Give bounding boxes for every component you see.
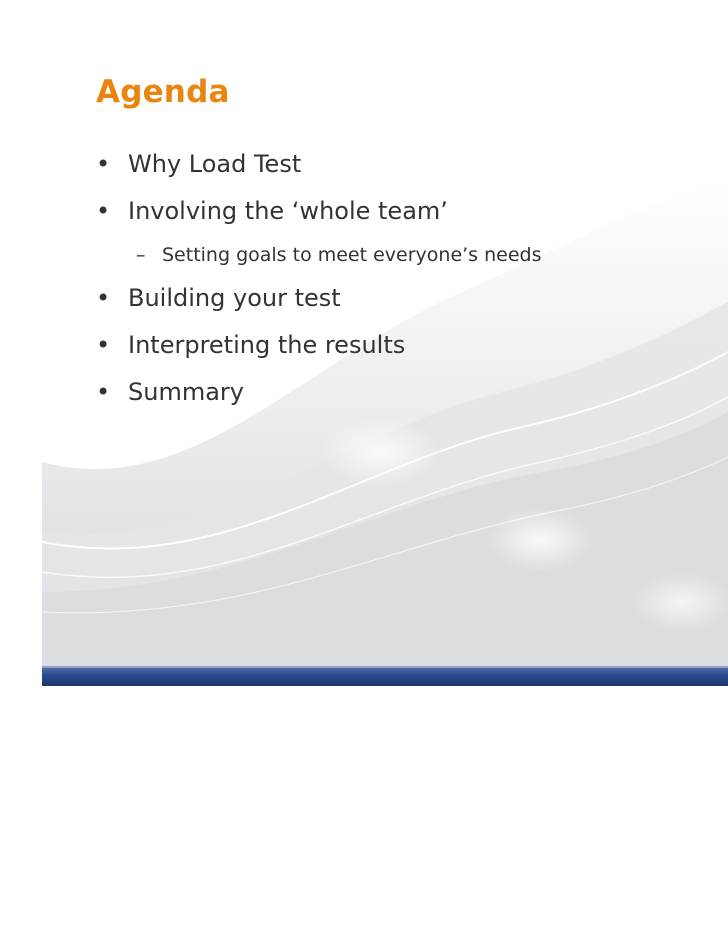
sub-list-item bbox=[96, 244, 542, 284]
sub-list-item-label: Setting goals to meet everyone’s needs bbox=[162, 244, 542, 266]
list-item-label: Interpreting the results bbox=[128, 331, 406, 359]
list-item-label: Summary bbox=[128, 378, 244, 406]
list-item bbox=[96, 150, 542, 197]
slide bbox=[42, 32, 728, 686]
bullet-icon: • bbox=[96, 197, 111, 225]
list-item-label: Building your test bbox=[128, 284, 341, 312]
dash-icon: – bbox=[136, 244, 146, 266]
slide-title: Agenda bbox=[96, 74, 230, 110]
list-item-label: Why Load Test bbox=[128, 150, 302, 178]
bullet-icon: • bbox=[96, 378, 111, 406]
bullet-icon: • bbox=[96, 284, 111, 312]
list-item-label: Involving the ‘whole team’ bbox=[128, 197, 448, 225]
list-item bbox=[96, 197, 542, 244]
list-item bbox=[96, 331, 542, 378]
list-item bbox=[96, 378, 542, 425]
agenda-list bbox=[96, 150, 542, 425]
bullet-icon: • bbox=[96, 331, 111, 359]
bullet-icon: • bbox=[96, 150, 111, 178]
list-item bbox=[96, 284, 542, 331]
